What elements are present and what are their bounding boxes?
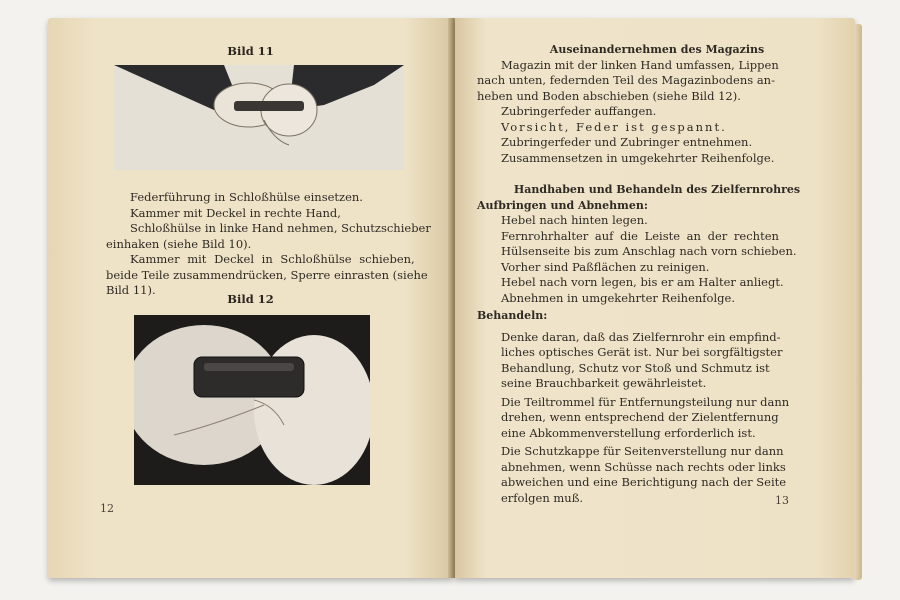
text-line: Behandlung, Schutz vor Stoß und Schmutz ist: [501, 360, 770, 375]
figure-caption-bild-11: Bild 11: [227, 44, 274, 58]
text-line: Kammer mit Deckel in rechte Hand,: [130, 205, 341, 220]
text-line: Hülsenseite bis zum Anschlag nach vorn schieben.: [501, 244, 797, 258]
text-line: Zubringerfeder auffangen.: [501, 104, 657, 118]
text-line: eine Abkommenverstellung erforderlich ist.: [501, 425, 756, 440]
text-line: Zubringerfeder und Zubringer entnehmen.: [501, 135, 753, 149]
section-scope: [477, 182, 837, 306]
text-line: liches optisches Gerät ist. Nur bei sorgfältigster: [501, 345, 783, 359]
assembly-instructions: [106, 190, 436, 299]
right-page: [455, 18, 855, 578]
text-line: drehen, wenn entsprechend der Zielentfernung: [501, 410, 779, 424]
section-title: Auseinandernehmen des Magazins: [549, 43, 765, 56]
page-number-right: 13: [775, 494, 789, 507]
text-line: nach unten, federnden Teil des Magazinbodens an-: [477, 73, 775, 87]
page-edge: [854, 24, 862, 580]
text-line: abweichen und eine Berichtigung nach der Seite: [501, 475, 787, 489]
text-line: Schloßhülse in linke Hand nehmen, Schutzschieber: [130, 221, 431, 235]
text-line: Bild 11).: [106, 283, 156, 297]
text-line: heben und Boden abschieben (siehe Bild 12).: [477, 88, 741, 103]
page-number-left: 12: [100, 502, 114, 515]
text-line: seine Brauchbarkeit gewährleistet.: [501, 376, 707, 390]
text-line: Hebel nach vorn legen, bis er am Halter anliegt.: [501, 275, 784, 289]
text-line: Die Teiltrommel für Entfernungsteilung nur dann: [501, 394, 790, 409]
text-line: Denke daran, daß das Zielfernrohr ein empfind-: [501, 329, 781, 344]
warning-line: Vorsicht, Feder ist gespannt.: [501, 119, 727, 134]
text-line: Kammer mit Deckel in Schloßhülse schieben,: [130, 252, 415, 266]
figure-bild-11: [114, 65, 404, 170]
text-line: beide Teile zusammendrücken, Sperre einrasten (siehe: [106, 267, 428, 282]
section-subtitle: Aufbringen und Abnehmen:: [477, 198, 648, 212]
text-line: Zusammensetzen in umgekehrter Reihenfolge.: [501, 150, 775, 165]
section-title: Behandeln:: [477, 309, 548, 322]
text-line: Federführung in Schloßhülse einsetzen.: [130, 190, 363, 204]
section-care: [477, 308, 837, 506]
text-line: Magazin mit der linken Hand umfassen, Lippen: [501, 57, 779, 72]
text-line: einhaken (siehe Bild 10).: [106, 236, 252, 251]
figure-bild-12-drawing: [134, 315, 370, 485]
figure-bild-12: [134, 315, 370, 485]
text-line: Abnehmen in umgekehrter Reihenfolge.: [501, 290, 735, 305]
text-line: Die Schutzkappe für Seitenverstellung nur dann: [501, 444, 784, 458]
text-line: erfolgen muß.: [501, 490, 584, 505]
text-line: Fernrohrhalter auf die Leiste an der rechten: [501, 228, 779, 243]
figure-caption-bild-12: Bild 12: [227, 292, 274, 306]
text-line: Vorher sind Paßflächen zu reinigen.: [501, 259, 710, 274]
text-line: Hebel nach hinten legen.: [501, 213, 648, 227]
figure-bild-11-drawing: [114, 65, 404, 170]
section-title: Handhaben und Behandeln des Zielfernrohres: [513, 183, 801, 196]
section-magazine: [477, 42, 837, 166]
left-page: [48, 18, 453, 578]
open-booklet: [48, 18, 860, 584]
text-line: abnehmen, wenn Schüsse nach rechts oder links: [501, 459, 786, 474]
